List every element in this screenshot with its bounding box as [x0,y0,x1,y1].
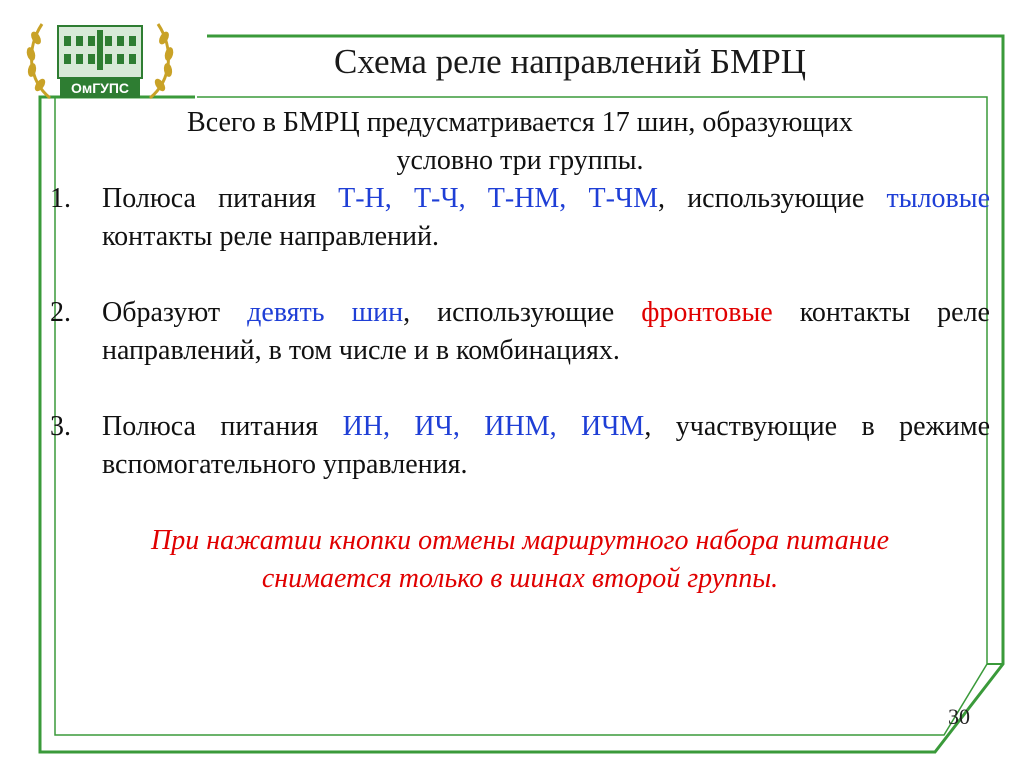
list-text [102,408,990,484]
list-item-3 [50,408,990,484]
note-line-1: При нажатии кнопки отмены маршрутного набора питание [150,525,890,556]
highlight-red: фронтовые [641,297,773,328]
highlight-blue: ИН, ИЧ, ИНМ, ИЧМ [342,411,645,442]
intro-line-2: условно три группы. [396,145,644,176]
intro-paragraph [50,104,990,180]
highlight-blue: тыловые [886,183,990,214]
text-segment: , использующие [658,183,887,214]
highlight-blue: девять шин [247,297,404,328]
slide-title: Схема реле направлений БМРЦ [333,42,807,81]
page-number: 30 [948,704,970,729]
text-segment: Полюса питания [102,183,339,214]
text-segment: , использующие [403,297,642,328]
warning-note [50,522,990,598]
text-segment: , участвующие в режиме вспомогательного управления. [102,411,991,480]
intro-line-1: Всего в БМРЦ предусматривается 17 шин, образующих [187,107,853,138]
note-line-2: снимается только в шинах второй группы. [261,563,779,594]
list-item-2 [50,294,990,370]
logo-text: ОмГУПС [70,80,130,96]
list-number: 3. [50,411,71,442]
highlight-blue: Т-Н, Т-Ч, Т-НМ, Т-ЧМ [338,183,659,214]
slide-content [50,104,990,626]
text-segment: контакты реле направлений, в том числе и в комбинациях. [102,297,990,366]
list-number: 2. [50,297,71,328]
list-item-1 [50,180,990,256]
list-text [102,294,990,370]
text-segment: Образуют [102,297,248,328]
list-number: 1. [50,183,71,214]
university-logo [20,18,180,104]
list-text [102,180,990,256]
text-segment: Полюса питания [102,411,343,442]
text-segment: контакты реле направлений. [102,221,439,252]
